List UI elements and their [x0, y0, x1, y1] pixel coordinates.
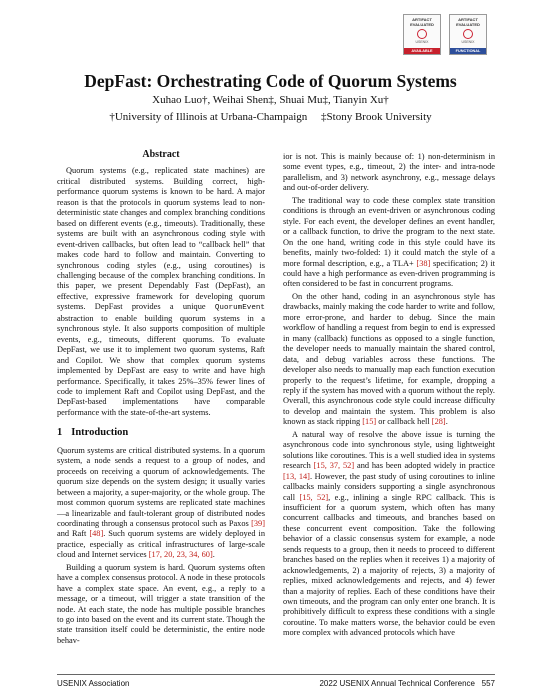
left-column — [57, 150, 265, 648]
section-heading-introduction — [57, 428, 265, 438]
abstract-text-b: abstraction to enable building quorum systems in a synchronous style. It also supports composition of multiple events, e.g., timeouts, different quorums. To evaluate DepFast, we use it to implement two quorum systems, Raft and Copilot. We show that complex quorum systems implemented by DepFast are easy to write and have high performance. Specifically, it takes 25%–35% fewer lines of code to implement Raft and Copilot using DepFast, and the DepFast-based implementations have comparable performance with the state-of-the-art systems. — [57, 313, 265, 417]
abstract-text-a: Quorum systems (e.g., replicated state machines) are critical distributed systems. Building correct, high-performance quorum systems is known to be hard. A major reason is that the protocols in quorum systems lead to non-deterministic state changes and complex branching conditions based on different events (e.g., timeouts). Traditionally, these systems are built with an asynchronous coding style with event-driven callbacks, but often lead to “callback hell” that makes code hard to follow and maintain. Converting to synchronous coding styles (e.g., using coroutines) is challenging because of the complex branching conditions. In this paper, we present Dependably Fast (DepFast), an effective, expressive framework for developing quorum systems. DepFast provides a unique — [57, 166, 265, 312]
citation-link[interactable]: [28] — [431, 417, 446, 427]
intro-text: . — [212, 550, 215, 560]
badge-org: USENIX — [415, 40, 429, 44]
citation-link[interactable]: [48] — [89, 529, 104, 539]
right-column — [283, 152, 495, 641]
intro-text: and Raft — [57, 529, 87, 539]
section-number: 1 — [57, 427, 63, 439]
artifact-badges — [403, 14, 487, 55]
right-paragraph-0: ior is not. This is mainly because of: 1) non-determinism in some event types, e.g., timeout, 2) the inter- and intra-node parallelism, and 3) network asynchrony, e.g., message delays and out-of-order delivery. — [283, 152, 495, 193]
usenix-logo-icon — [463, 29, 473, 39]
badge-status-available: AVAILABLE — [404, 48, 440, 54]
citation-link[interactable]: [15, 52] — [299, 492, 329, 502]
body-text: specification; 2) it could have a high performance as even-driven programming is often considered to be fast in concurrent programs. — [283, 258, 495, 289]
artifact-available-badge — [403, 14, 441, 55]
badge-line1: ARTIFACT — [458, 17, 478, 22]
intro-text: . Such quorum systems are widely deployed in practice, especially as critical infrastructures of large-scale cloud and Internet services — [57, 529, 265, 560]
intro-text: Quorum systems are critical distributed systems. In a quorum system, a node sends a request to a group of nodes, and proceeds on receiving a quorum of acknowledgements. The quorum size depends on the system design; it usually varies between a majority, a super-majority, or the whole group. The most common quorum systems are replicated state machines—a linearizable and fault-tolerant group of distributed nodes coordinating through a consensus protocol such as Paxos — [57, 445, 265, 528]
citation-link[interactable]: [15] — [362, 417, 377, 427]
citation-link[interactable]: [39] — [251, 518, 265, 528]
right-paragraph-3 — [283, 430, 495, 639]
right-paragraph-2 — [283, 292, 495, 428]
abstract-heading: Abstract — [142, 149, 180, 160]
paper-title: DepFast: Orchestrating Code of Quorum Systems — [84, 71, 457, 91]
right-paragraph-1 — [283, 196, 495, 290]
badge-status-functional: FUNCTIONAL — [450, 48, 486, 54]
body-text: and has been adopted widely in practice — [356, 461, 496, 471]
citation-link[interactable]: [15, 37, 52] — [313, 461, 355, 471]
abstract-paragraph — [57, 166, 265, 418]
badge-org: USENIX — [461, 40, 475, 44]
usenix-logo-icon — [417, 29, 427, 39]
footer-conference-page: 2022 USENIX Annual Technical Conference 557 — [319, 679, 495, 688]
body-text: , e.g., inlining a single RPC callback. This is insufficient for a quorum system, which often has many concurrent callbacks and timeouts, and branches based on these concurrent event composition. Take the following behavior of a classic consensus system for example, a node sends requests to a group, then it needs to proceed to different branches based on the replies when it receives 1) a majority of acknowledgements, 2) a majority of rejects, 3) a majority of replies, mixed acknowledgements and rejects, and 4) fewer than a majority of replies. Each of these conditions have their own timeouts, and the program can only enter one branch. It is prohibitively difficult to express these conditions with a single coroutine. To make matters worse, the behavior could be even more complex with advanced protocols which have — [283, 492, 495, 638]
quorum-event-code: QuorumEvent — [214, 304, 265, 313]
body-text: On the other hand, coding in an asynchronous style has drawbacks, mainly making the code harder to write and follow, more error-prone, and harder to debug. Since the main workflow of handling a request from begin to end is expressed in many (callback) functions as opposed to a single function, the developer needs to manually maintain the shared control, data, and debug variables across these functions. The developer also needs to manually map each function execution properly to the request’s lifetime, for example, dropping a reply if the system has moved with a quorum without the reply. Overall, this asynchronous code style could increase difficulty to develop and maintain the system. This problem is also known as stack ripping — [283, 291, 495, 427]
affiliations: †University of Illinois at Urbana-Champaign ‡Stony Brook University — [109, 111, 432, 123]
footer-rule — [57, 674, 495, 675]
body-text: . However, the past study of using coroutines to inline callbacks mainly considers supporting a single asynchronous call — [283, 471, 496, 502]
artifact-functional-badge — [449, 14, 487, 55]
body-text: . — [445, 417, 448, 427]
citation-link[interactable]: [38] — [416, 258, 431, 268]
body-text: or callback hell — [378, 417, 430, 427]
author-list: Xuhao Luo†, Weihai Shen‡, Shuai Mu‡, Tianyin Xu† — [152, 94, 389, 106]
citation-link[interactable]: [13, 14] — [283, 471, 310, 481]
badge-line2: EVALUATED — [456, 22, 480, 27]
section-title-text: Introduction — [71, 427, 129, 439]
body-text: A natural way of resolve the above issue is turning the asynchronous code into synchronous style, using lightweight solutions like coroutines. This is a well studied idea in systems research — [283, 429, 495, 471]
badge-line2: EVALUATED — [410, 22, 434, 27]
body-text: The traditional way to code these complex state transition conditions is through an event-driven or asynchronous coding style. For each event, the developer defines an event handler, or a callback function, to drive the program to the next state. On the one hand, writing code in this style could have its benefits, mainly two-folded: 1) it could match the style of a more formal description, e.g., a TLA+ — [283, 195, 495, 268]
footer-association: USENIX Association — [57, 679, 130, 688]
intro-paragraph-2: Building a quorum system is hard. Quorum systems often have a complex consensus protocol. A node in these protocols have a complex state space. An event, e.g., a reply to a message, or a timeout, will trigger a state transition of the node. At each state, the node has multiple possible branches to go into based on the event and its current state. Though the state transition itself could be deterministic, the entire node behav- — [57, 562, 265, 645]
intro-paragraph-1 — [57, 446, 265, 561]
badge-line1: ARTIFACT — [412, 17, 432, 22]
citation-link[interactable]: [17, 20, 23, 34, 60] — [148, 550, 213, 560]
